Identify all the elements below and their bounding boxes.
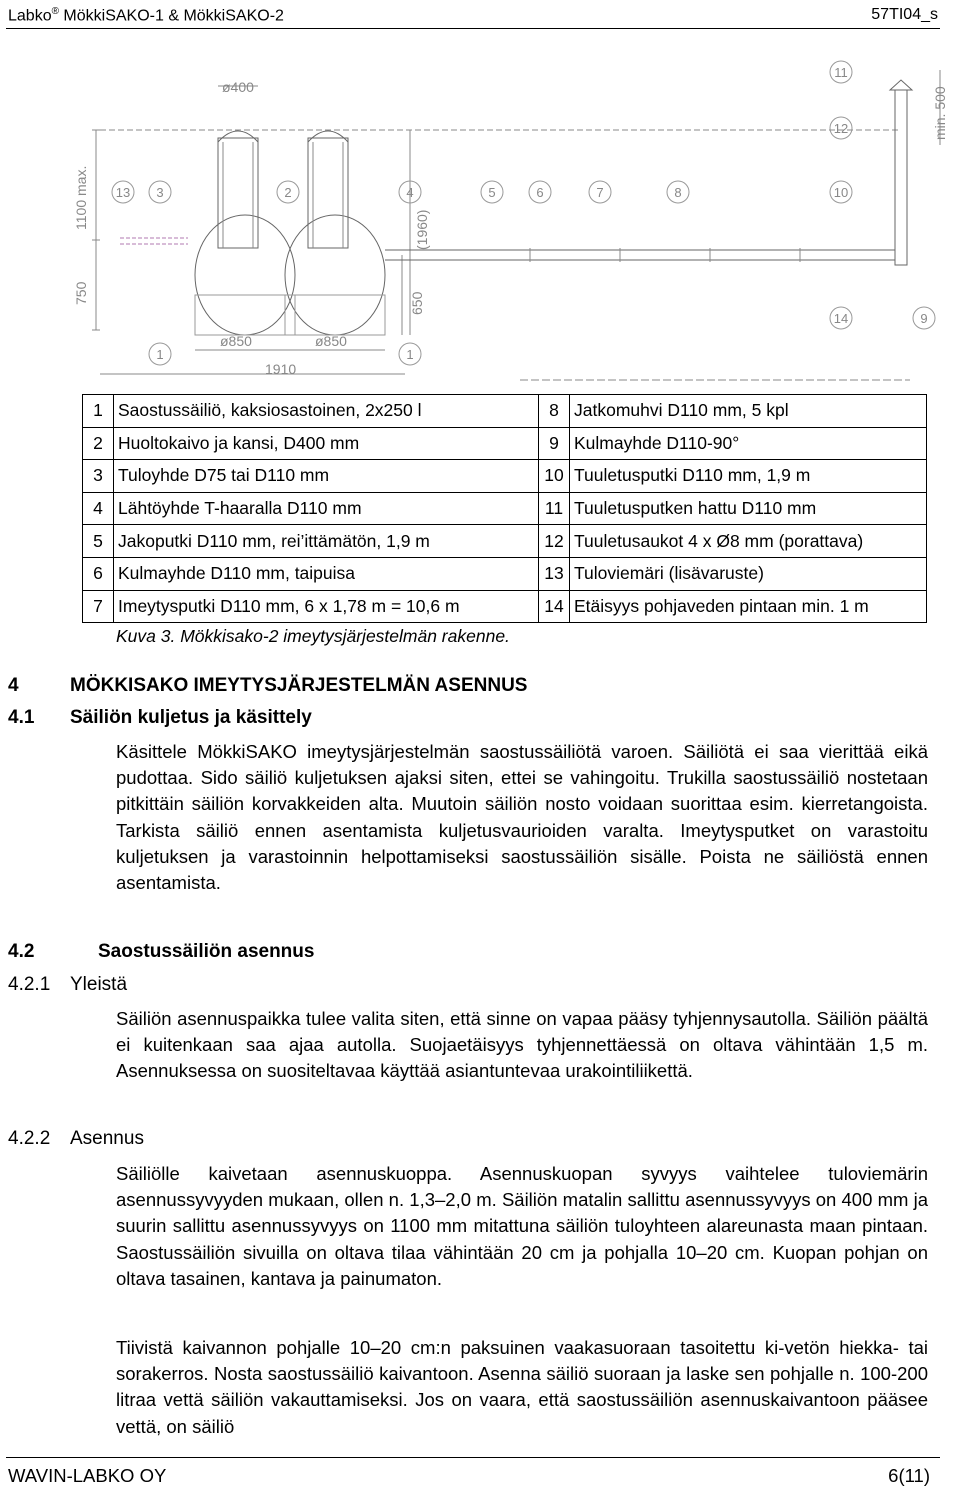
section-4-2-2-heading: 4.2.2 Asennus [8, 1128, 144, 1149]
legend-text: Kulmayhde D110 mm, taipuisa [114, 557, 539, 590]
callout-10: 10 [833, 185, 849, 200]
callout-12: 12 [833, 121, 849, 136]
legend-number: 6 [83, 557, 114, 590]
callout-14: 14 [833, 311, 849, 326]
legend-number: 8 [539, 395, 570, 428]
callout-1-right: 1 [406, 347, 414, 362]
header-doc-code: 57TI04_s [871, 6, 938, 23]
paragraph-4-2-2-b: Tiivistä kaivannon pohjalle 10–20 cm:n paksuinen vaakasuoraan tasoitettu ki-vetön hiekka- tai sorakerros. Nosta saostussäiliö kaivantoon. Asenna säiliö suoraan ja laske sen pohjalle n. 100-200 litraa vettä säiliön vakauttamiseksi. Jos on vaara, että saostussäiliön asennuskaivantoon pääsee vettä, on säiliö [116, 1337, 928, 1437]
callout-6: 6 [536, 185, 544, 200]
legend-number: 11 [539, 492, 570, 525]
figure-caption: Kuva 3. Mökkisako-2 imeytysjärjestelmän rakenne. [116, 626, 510, 646]
legend-text: Saostussäiliö, kaksiosastoinen, 2x250 l [114, 395, 539, 428]
page-header [0, 0, 960, 34]
callout-4: 4 [406, 185, 414, 200]
legend-text: Jakoputki D110 mm, rei’ittämätön, 1,9 m [114, 525, 539, 558]
dim-750: 750 [73, 281, 89, 305]
legend-text: Lähtöyhde T-haaralla D110 mm [114, 492, 539, 525]
legend-row [83, 557, 927, 590]
paragraph-4-1: Käsittele MökkiSAKO imeytysjärjestelmän saostussäiliötä varoen. Säiliötä ei saa vierittää eikä pudottaa. Sido säiliö kuljetuksen ajaksi siten, ettei se vahingoitu. Trukilla saostussäiliö nostetaan pitkittäin säiliön korvakkeiden alta. Muutoin säiliön nosto voidaan suorittaa esim. kierretangoista. Tarkista säiliö ennen asentamista kuljetusvaurioiden varalta. Imeytysputket on varastoitu kuljetuksen ja varastoinnin helpottamiseksi saostussäiliön sisälle. Poista ne säiliöstä ennen asentamista. [116, 741, 928, 894]
callout-9: 9 [920, 311, 928, 326]
dim-850-a: ø850 [220, 333, 252, 349]
section-4-heading: 4 MÖKKISAKO IMEYTYSJÄRJESTELMÄN ASENNUS [8, 675, 528, 696]
footer-page-number: 6(11) [888, 1465, 930, 1486]
header-product: Labko® MökkiSAKO-1 & MökkiSAKO-2 [8, 6, 284, 25]
section-4-2-1-heading: 4.2.1 Yleistä [8, 974, 128, 995]
parts-legend-table [82, 394, 927, 623]
legend-row [83, 395, 927, 428]
legend-text: Tuloyhde D75 tai D110 mm [114, 460, 539, 493]
dim-1910: 1910 [265, 361, 297, 377]
callout-3: 3 [156, 185, 164, 200]
legend-number: 4 [83, 492, 114, 525]
legend-text: Kulmayhde D110-90° [570, 427, 927, 460]
footer-company: WAVIN-LABKO OY [8, 1465, 167, 1486]
callout-13: 13 [115, 185, 131, 200]
legend-number: 1 [83, 395, 114, 428]
legend-row [83, 460, 927, 493]
legend-number: 10 [539, 460, 570, 493]
legend-text: Tuuletusputken hattu D110 mm [570, 492, 927, 525]
legend-number: 14 [539, 590, 570, 623]
legend-row [83, 427, 927, 460]
legend-text: Tuuletusaukot 4 x Ø8 mm (porattava) [570, 525, 927, 558]
legend-text: Huoltokaivo ja kansi, D400 mm [114, 427, 539, 460]
legend-number: 3 [83, 460, 114, 493]
footer-rule [6, 1457, 940, 1458]
dim-400: ø400 [222, 79, 254, 95]
header-rule [6, 28, 940, 29]
legend-row [83, 525, 927, 558]
callout-11: 11 [834, 65, 848, 80]
section-4-2-heading: 4.2 Saostussäiliön asennus [8, 941, 315, 962]
legend-number: 13 [539, 557, 570, 590]
dim-min-500: min. 500 [932, 86, 948, 140]
system-drawing [60, 50, 950, 390]
callout-2: 2 [284, 185, 292, 200]
callout-8: 8 [674, 185, 682, 200]
legend-text: Jatkomuhvi D110 mm, 5 kpl [570, 395, 927, 428]
legend-number: 7 [83, 590, 114, 623]
callout-5: 5 [488, 185, 496, 200]
paragraph-4-2-1: Säiliön asennuspaikka tulee valita siten, että sinne on vapaa pääsy tyhjennysautolla. Säiliön päältä ei kuitenkaan saa ajaa autolla. Suojaetäisyys tyhjennettäessä on oltava vähintään 1,5 m. Asennuksessa on suositeltavaa käyttää asiantuntevaa urakointiliikettä. [116, 1008, 928, 1082]
legend-number: 12 [539, 525, 570, 558]
dim-850-b: ø850 [315, 333, 347, 349]
legend-text: Etäisyys pohjaveden pintaan min. 1 m [570, 590, 927, 623]
legend-number: 5 [83, 525, 114, 558]
legend-row [83, 590, 927, 623]
paragraph-4-2-2-a: Säiliölle kaivetaan asennuskuoppa. Asennuskuopan syvyys vaihtelee tuloviemärin asennussyvyyden mukaan, ollen n. 1,3–2,0 m. Säiliön matalin sallittu asennussyvyys on 400 mm ja suurin sallittu asennussyvyys on 1100 mm mitattuna säiliön tuloyhteen alareunasta maan pintaan. Saostussäiliön sivuilla on oltava tilaa vähintään 20 cm ja pohjalla 10–20 cm. Kuopan pohjan on oltava tasainen, kantava ja painumaton. [116, 1163, 928, 1289]
dim-1960: (1960) [414, 209, 430, 250]
section-4-1-heading: 4.1 Säiliön kuljetus ja käsittely [8, 707, 312, 728]
legend-text: Tuuletusputki D110 mm, 1,9 m [570, 460, 927, 493]
dim-1100: 1100 max. [73, 165, 89, 230]
legend-row [83, 492, 927, 525]
dim-650: 650 [409, 291, 425, 315]
callout-7: 7 [596, 185, 604, 200]
legend-number: 9 [539, 427, 570, 460]
legend-text: Imeytysputki D110 mm, 6 x 1,78 m = 10,6 m [114, 590, 539, 623]
legend-text: Tuloviemäri (lisävaruste) [570, 557, 927, 590]
legend-number: 2 [83, 427, 114, 460]
callout-1-left: 1 [156, 347, 164, 362]
